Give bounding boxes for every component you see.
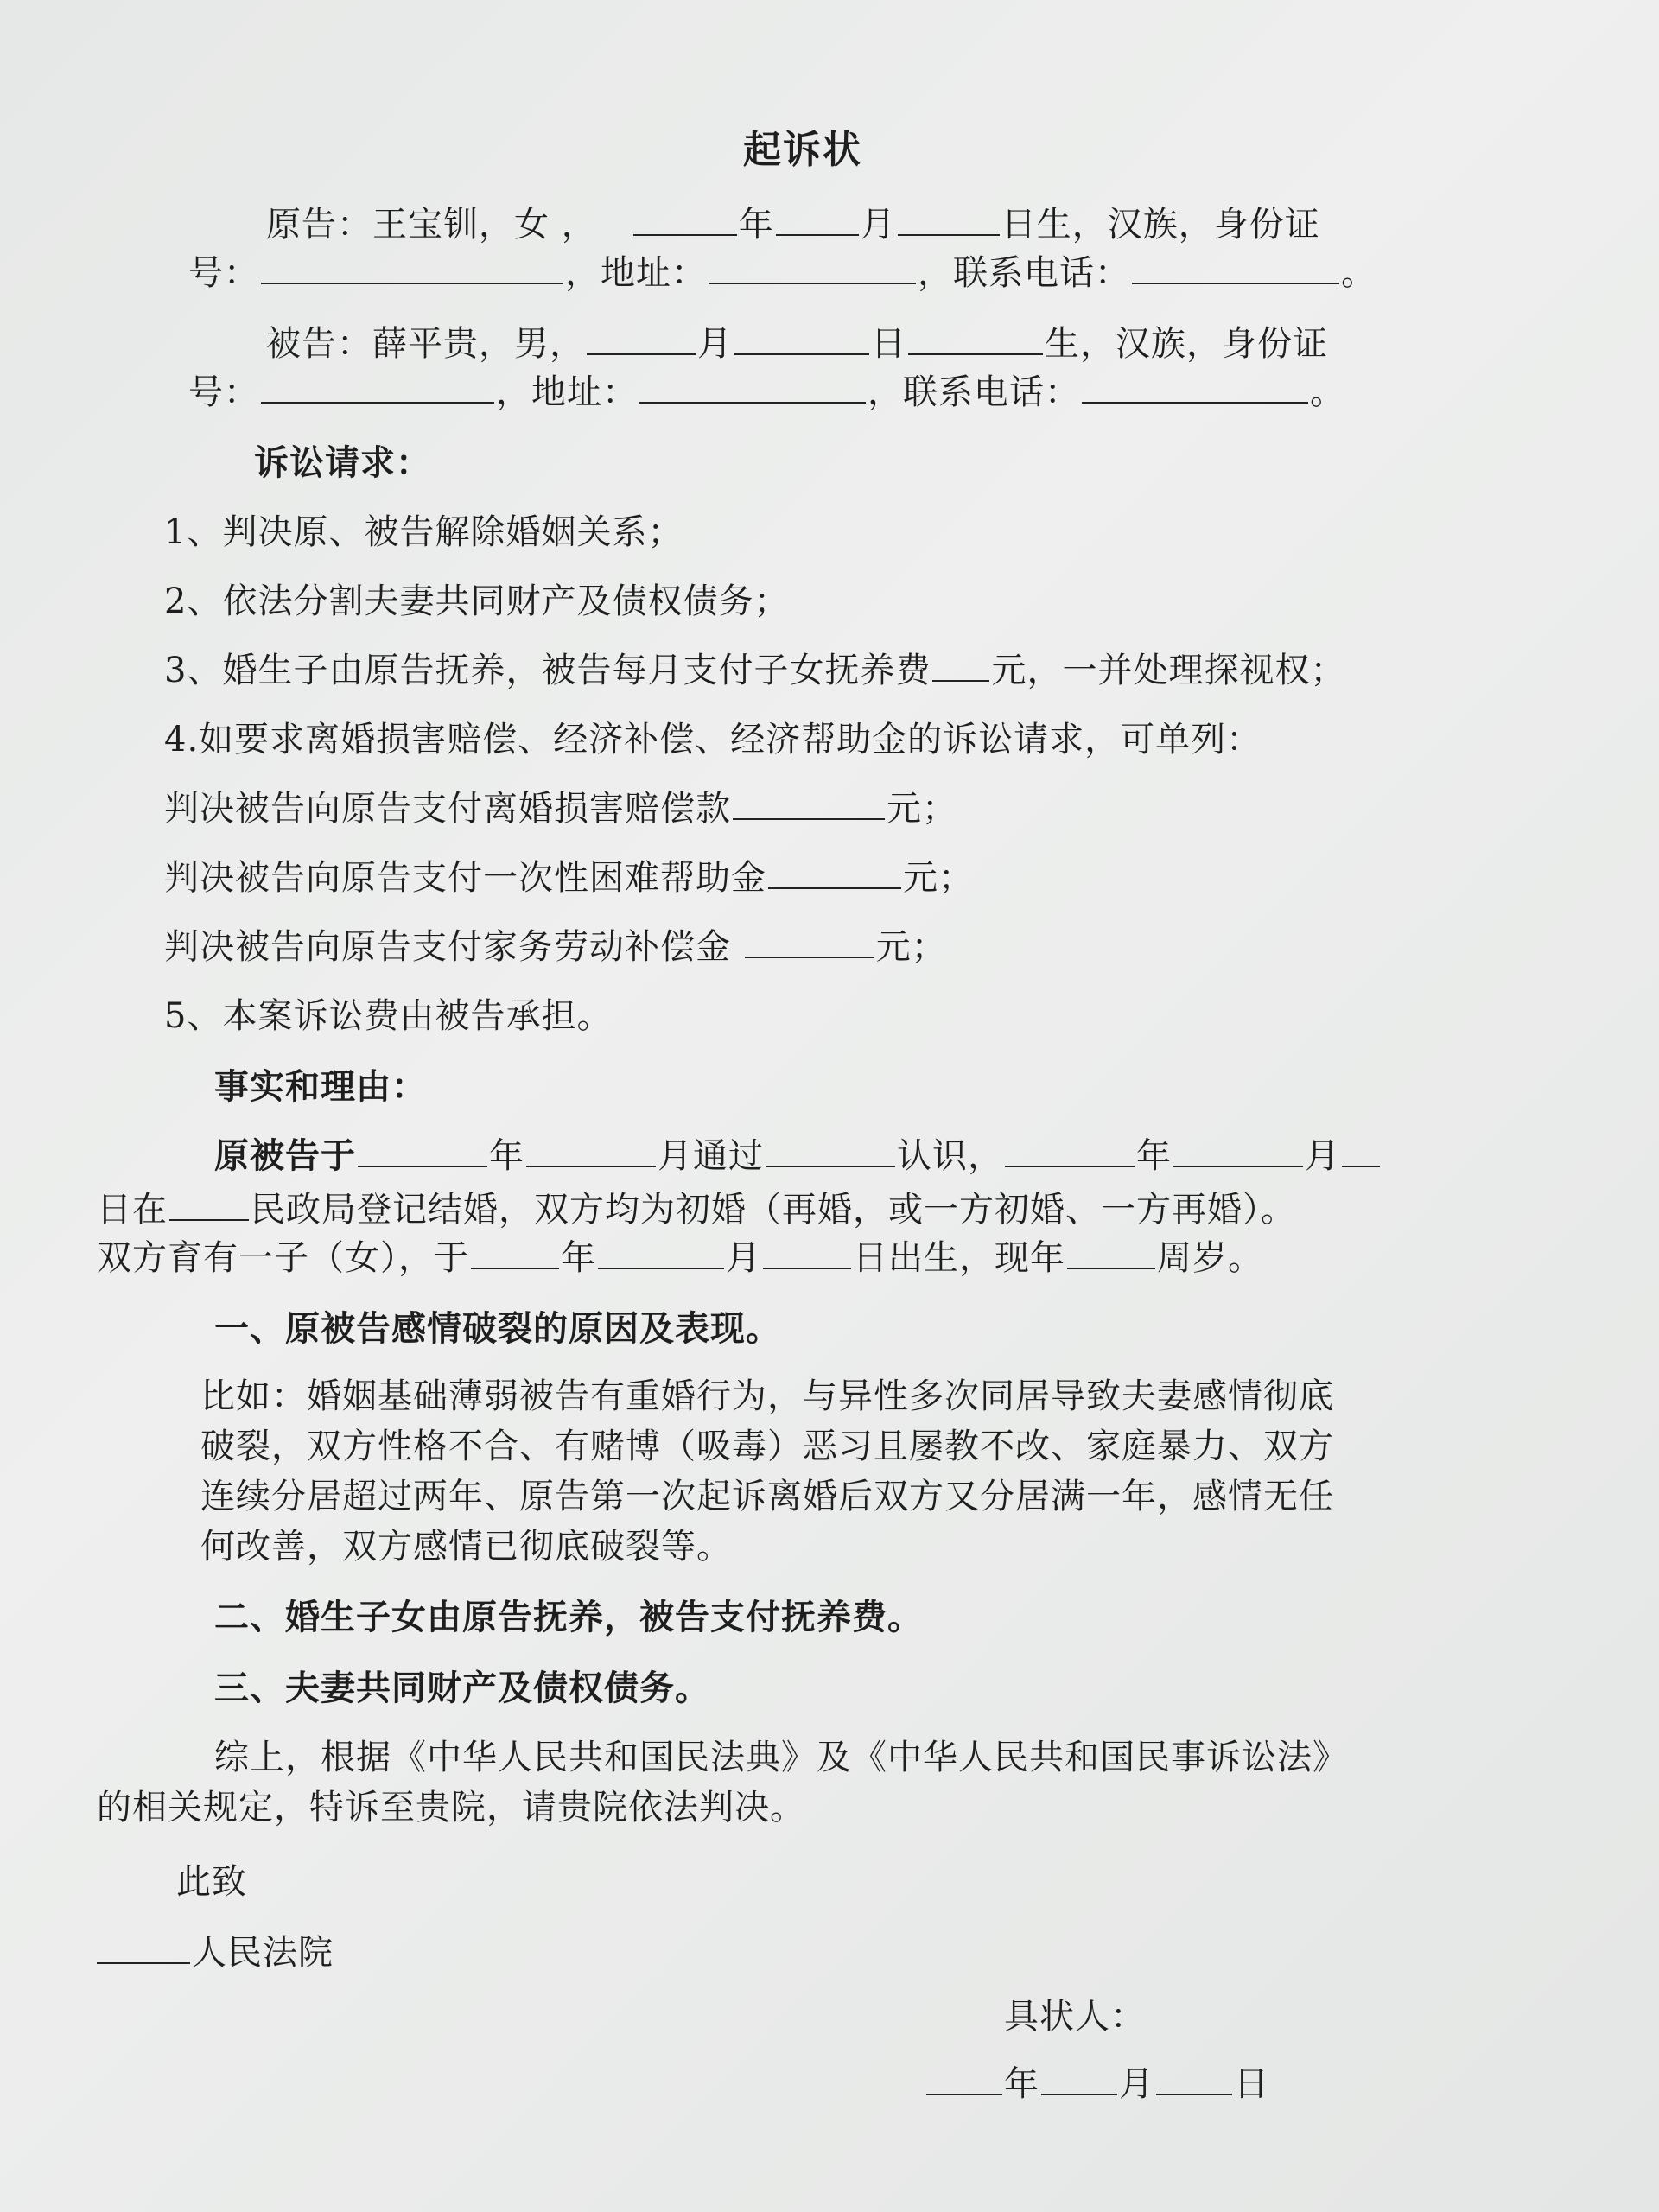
- child-birth-year-blank[interactable]: [471, 1238, 559, 1269]
- conclusion-line-2: 的相关规定，特诉至贵院，请贵院依法判决。: [97, 1788, 805, 1827]
- plaintiff-birth-day-blank[interactable]: [898, 205, 1000, 236]
- housework-amount-blank[interactable]: [745, 927, 874, 958]
- day-label: 日: [1234, 2064, 1269, 2104]
- subclaim-hardship-text: 判决被告向原告支付一次性困难帮助金: [164, 858, 766, 898]
- month-label: 月: [726, 1238, 761, 1278]
- section-1-heading: 一、原被告感情破裂的原因及表现。: [214, 1308, 781, 1349]
- claim-3-text: 3、婚生子由原告抚养，被告每月支付子女抚养费: [164, 651, 931, 690]
- section-1-paragraph-line-1: 比如：婚姻基础薄弱被告有重婚行为，与异性多次同居导致夫妻感情彻底: [200, 1376, 1334, 1416]
- court-name-blank[interactable]: [97, 1933, 190, 1964]
- registration-text: 民政局登记结婚，双方均为初婚（再婚，或一方初婚、一方再婚）。: [251, 1190, 1296, 1230]
- defendant-birth-day-blank[interactable]: [908, 324, 1043, 355]
- plaintiff-birth-year-blank[interactable]: [633, 205, 737, 236]
- month-label: 月: [1305, 1136, 1340, 1176]
- address-label: ，地址：: [565, 253, 707, 293]
- age-suffix: 周岁。: [1157, 1238, 1263, 1278]
- child-age-blank[interactable]: [1067, 1238, 1155, 1269]
- plaintiff-phone-blank[interactable]: [1132, 253, 1339, 284]
- marriage-year-blank[interactable]: [1005, 1136, 1135, 1167]
- month-label: 月: [860, 205, 896, 245]
- court-line: [95, 1929, 334, 1977]
- plaintiff-ethnicity-text: 日生，汉族，身份证: [1001, 205, 1320, 245]
- section-2-heading: 二、婚生子女由原告抚养，被告支付抚养费。: [214, 1597, 923, 1637]
- day-at-label: 日在: [97, 1190, 168, 1230]
- claim-1: 1、判决原、被告解除婚姻关系；: [164, 512, 683, 552]
- claim-2: 2、依法分割夫妻共同财产及债权债务；: [164, 582, 790, 621]
- month-label: 月: [697, 324, 733, 364]
- child-support-amount-blank[interactable]: [932, 651, 989, 682]
- signer-label: 具状人：: [1004, 1997, 1146, 2037]
- child-birth-day-blank[interactable]: [763, 1238, 851, 1269]
- subclaim-hardship: [164, 854, 974, 902]
- subclaim-housework-text: 判决被告向原告支付家务劳动补偿金: [164, 927, 743, 967]
- claim-5: 5、本案诉讼费由被告承担。: [164, 996, 613, 1036]
- damages-amount-blank[interactable]: [733, 789, 885, 820]
- facts-line-2: [97, 1185, 1296, 1234]
- plaintiff-line-2: [188, 249, 1376, 297]
- phone-label: ，联系电话：: [918, 253, 1130, 293]
- child-birth-month-blank[interactable]: [598, 1238, 724, 1269]
- year-label: 年: [561, 1238, 596, 1278]
- marriage-day-blank[interactable]: [1342, 1136, 1380, 1167]
- month-label: 月: [1119, 2064, 1154, 2104]
- claim-3-suffix: 元，一并处理探视权；: [991, 651, 1346, 690]
- hardship-amount-blank[interactable]: [768, 858, 901, 889]
- met-via-blank[interactable]: [766, 1136, 895, 1167]
- day-label: 日: [871, 324, 906, 364]
- age-label: 日出生，现年: [853, 1238, 1065, 1278]
- subclaim-damages: [164, 785, 957, 833]
- plaintiff-id-blank[interactable]: [261, 253, 563, 284]
- id-label: 号：: [188, 372, 259, 412]
- period-text: 。: [1341, 253, 1376, 293]
- defendant-line-1: [266, 320, 1328, 368]
- id-label: 号：: [188, 253, 259, 293]
- yuan-label: 元；: [903, 858, 974, 898]
- period-text: 。: [1310, 372, 1345, 412]
- claims-heading: 诉讼请求：: [254, 442, 431, 483]
- claim-3: [164, 646, 1345, 695]
- facts-line-3: [97, 1234, 1263, 1282]
- year-label: 年: [1136, 1136, 1172, 1176]
- plaintiff-birth-month-blank[interactable]: [776, 205, 859, 236]
- section-1-paragraph-line-2: 破裂，双方性格不合、有赌博（吸毒）恶习且屡教不改、家庭暴力、双方: [200, 1427, 1334, 1466]
- sign-year-blank[interactable]: [926, 2064, 1002, 2095]
- defendant-address-blank[interactable]: [639, 372, 866, 404]
- document-title: 起诉状: [743, 128, 862, 172]
- met-month-blank[interactable]: [526, 1136, 656, 1167]
- yuan-label: 元；: [875, 927, 947, 967]
- facts-line-1: [214, 1132, 1382, 1180]
- subclaim-damages-text: 判决被告向原告支付离婚损害赔偿款: [164, 789, 731, 829]
- year-label: 年: [738, 205, 774, 245]
- address-label: ，地址：: [496, 372, 638, 412]
- child-text: 双方育有一子（女），于: [97, 1238, 469, 1278]
- yuan-label: 元；: [887, 789, 957, 829]
- defendant-birth-year-blank[interactable]: [587, 324, 696, 355]
- defendant-id-blank[interactable]: [261, 372, 494, 404]
- plaintiff-name-text: 原告：王宝钏，女 ，: [266, 205, 597, 245]
- sign-month-blank[interactable]: [1041, 2064, 1117, 2095]
- phone-label: ，联系电话：: [868, 372, 1080, 412]
- facts-heading: 事实和理由：: [214, 1066, 427, 1107]
- court-label: 人民法院: [192, 1933, 334, 1973]
- defendant-phone-blank[interactable]: [1082, 372, 1308, 404]
- signature-date: [925, 2060, 1269, 2108]
- conclusion-line-1: 综上，根据《中华人民共和国民法典》及《中华人民共和国民事诉讼法》: [214, 1738, 1348, 1777]
- marriage-month-blank[interactable]: [1173, 1136, 1303, 1167]
- salutation: 此致: [176, 1862, 247, 1902]
- met-label: 认识，: [897, 1136, 1003, 1176]
- sign-day-blank[interactable]: [1156, 2064, 1232, 2095]
- plaintiff-address-blank[interactable]: [709, 253, 916, 284]
- year-label: 年: [489, 1136, 524, 1176]
- plaintiff-line-1: [266, 200, 1320, 249]
- via-label: 月通过: [658, 1136, 764, 1176]
- civil-affairs-bureau-blank[interactable]: [169, 1190, 249, 1221]
- facts-intro-text: 原被告于: [214, 1135, 356, 1176]
- defendant-ethnicity-text: 生，汉族，身份证: [1045, 324, 1328, 364]
- year-label: 年: [1004, 2064, 1039, 2104]
- section-1-paragraph-line-3: 连续分居超过两年、原告第一次起诉离婚后双方又分居满一年，感情无任: [200, 1477, 1334, 1516]
- met-year-blank[interactable]: [358, 1136, 487, 1167]
- defendant-line-2: [188, 368, 1345, 416]
- claim-4: 4.如要求离婚损害赔偿、经济补偿、经济帮助金的诉讼请求，可单列：: [164, 720, 1262, 760]
- defendant-birth-month-blank[interactable]: [734, 324, 869, 355]
- defendant-name-text: 被告：薛平贵，男，: [266, 324, 585, 364]
- section-1-paragraph-line-4: 何改善，双方感情已彻底破裂等。: [200, 1527, 732, 1567]
- section-3-heading: 三、夫妻共同财产及债权债务。: [214, 1668, 710, 1708]
- subclaim-housework: [164, 923, 947, 971]
